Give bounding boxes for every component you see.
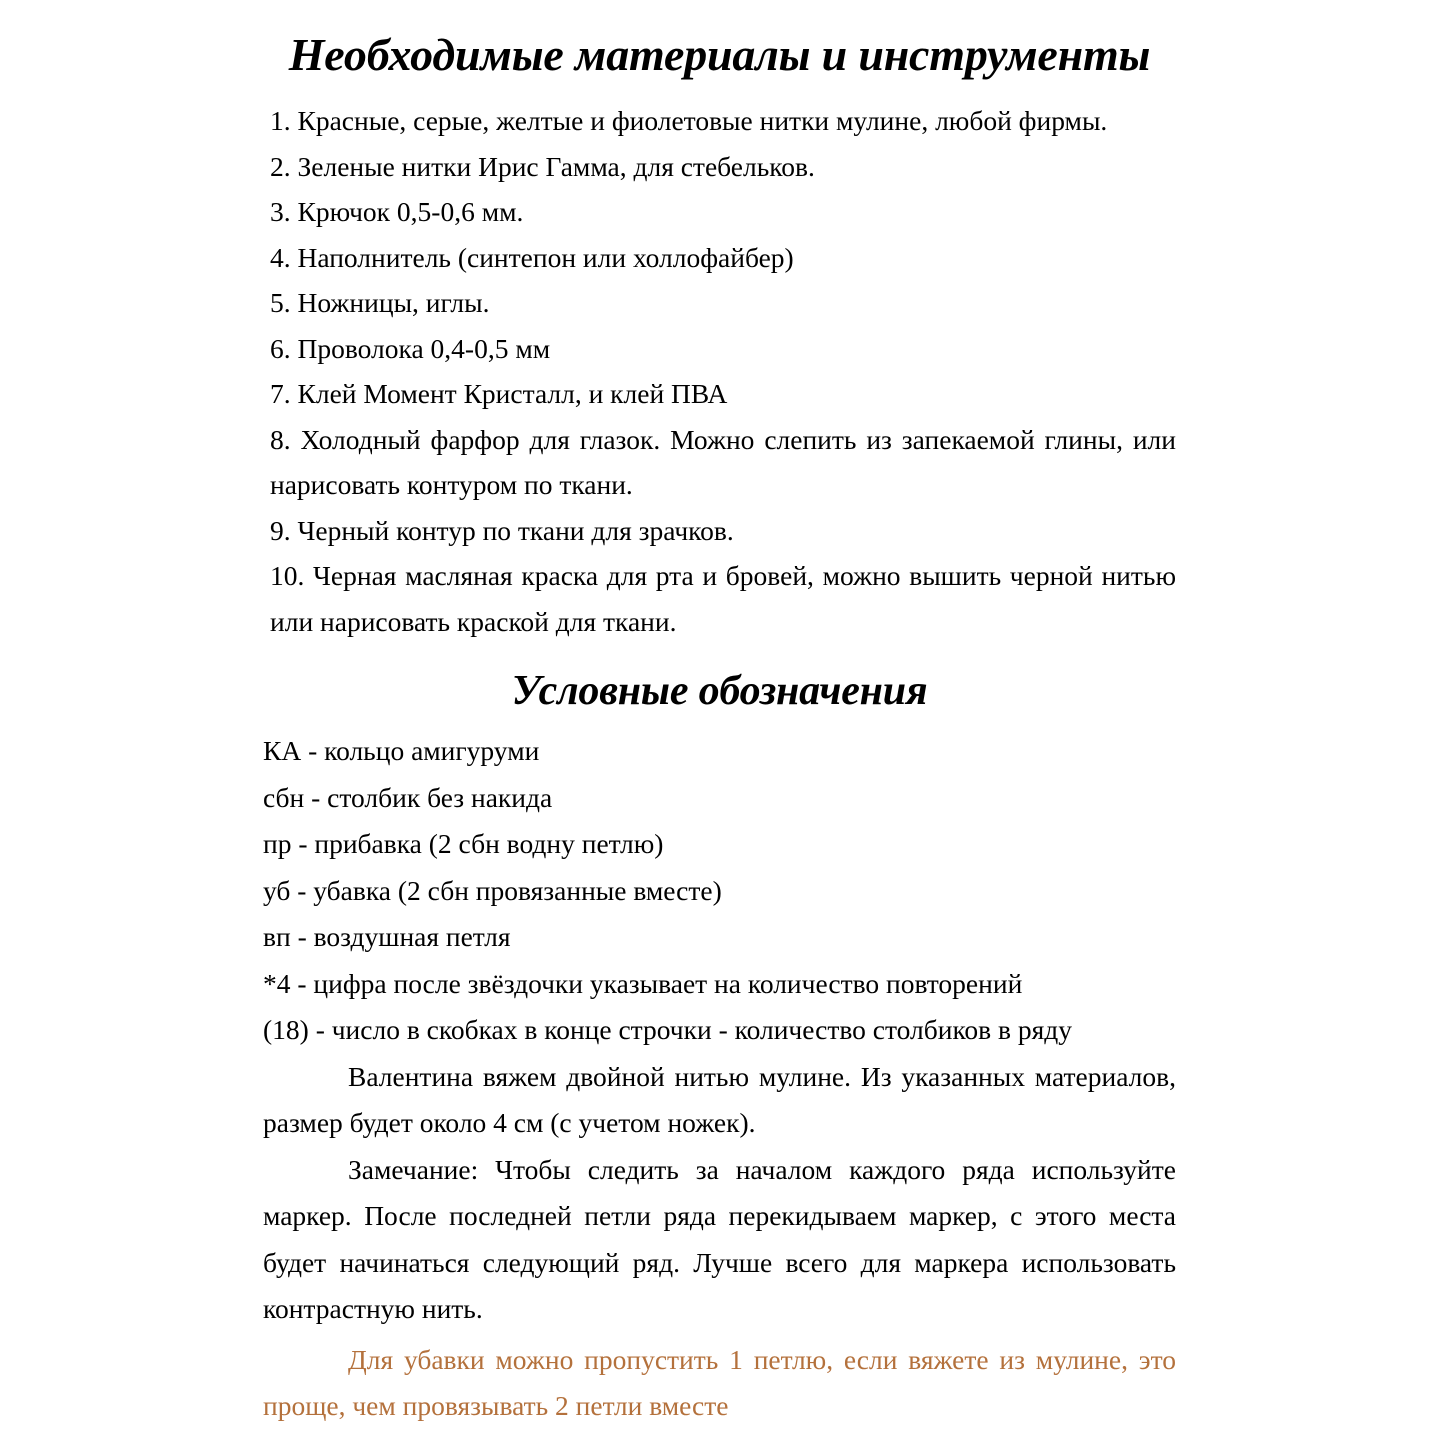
list-item: (18) - число в скобках в конце строчки - количество столбиков в ряду — [263, 1014, 1073, 1045]
list-item: уб - убавка (2 сбн провязанные вместе) — [263, 874, 722, 906]
document-content-column — [263, 0, 1176, 1430]
list-item: 2. Зеленые нитки Ирис Гамма, для стебельков. — [270, 150, 815, 182]
list-item: 1. Красные, серые, желтые и фиолетовые нитки мулине, любой фирмы. — [270, 105, 1108, 136]
spacer-after-abbreviations-heading — [263, 712, 1176, 728]
materials-list — [263, 98, 1176, 644]
list-item: 4. Наполнитель (синтепон или холлофайбер) — [270, 241, 794, 273]
accent-note-paragraph: Для убавки можно пропустить 1 петлю, если вяжете из мулине, это проще, чем провязывать 2 петли вместе — [263, 1343, 1176, 1421]
marker-note-paragraph: Замечание: Чтобы следить за началом каждого ряда используйте маркер. После последней петли ряда перекидываем маркер, с этого места будет начинаться следующий ряд. Лучше всего для маркера использовать контрастную нить. — [263, 1153, 1176, 1324]
page-title: Необходимые материалы и инструменты — [288, 29, 1151, 80]
list-item: 7. Клей Момент Кристалл, и клей ПВА — [270, 378, 728, 409]
list-item: 10. Черная масляная краска для рта и бровей, можно вышить черной нитью или нарисовать краской для ткани. — [270, 560, 1176, 637]
list-item: 8. Холодный фарфор для глазок. Можно слепить из запекаемой глины, или нарисовать контуром по ткани. — [270, 423, 1176, 500]
list-item: *4 - цифра после звёздочки указывает на количество повторений — [263, 967, 1023, 999]
list-item: 6. Проволока 0,4-0,5 мм — [270, 332, 551, 364]
abbreviations-list — [263, 728, 1176, 1054]
list-item: 3. Крючок 0,5-0,6 мм. — [270, 196, 524, 227]
list-item: 5. Ножницы, иглы. — [270, 287, 490, 318]
spacer-after-title — [263, 78, 1176, 98]
materials-heading-block — [263, 29, 1176, 80]
list-item: сбн - столбик без накида — [263, 781, 553, 813]
list-item: вп - воздушная петля — [263, 921, 511, 952]
list-item: 9. Черный контур по ткани для зрачков. — [270, 514, 734, 546]
spacer-before-abbreviations — [263, 644, 1176, 670]
section-title-abbreviations: Условные обозначения — [511, 668, 928, 714]
list-item: пр - прибавка (2 сбн водну петлю) — [263, 828, 664, 859]
list-item: КА - кольцо амигуруми — [263, 735, 540, 766]
size-note-paragraph: Валентина вяжем двойной нитью мулине. Из указанных материалов, размер будет около 4 см (с учетом ножек). — [263, 1060, 1176, 1138]
